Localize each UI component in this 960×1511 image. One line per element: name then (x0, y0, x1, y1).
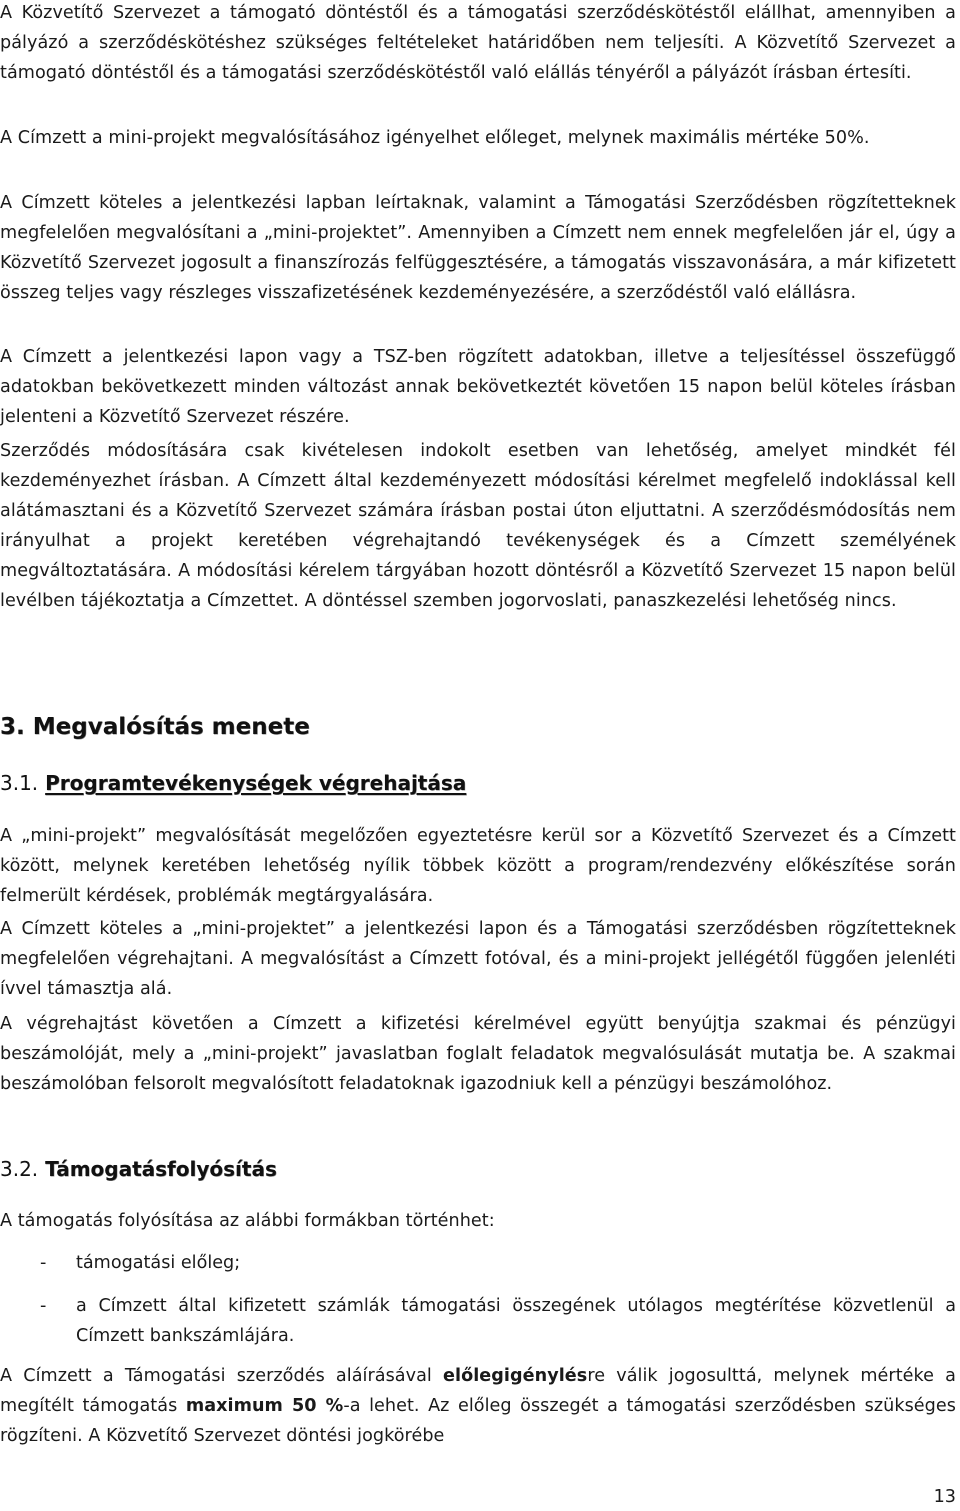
section-heading-3-1 (0, 768, 466, 798)
list-item (0, 1291, 956, 1351)
bold-term-advance-request: előlegigénylés (443, 1366, 588, 1386)
section-number: 3.1. (0, 771, 39, 795)
paragraph-withdrawal: A Közvetítő Szervezet a támogató döntéstől és a támogatási szerződéskötéstől elállhat, amennyiben a pályázó a szerződéskötéshez szükséges feltételeket határidőben nem teljesíti. A Közvetítő Szervezet a támogató döntéstől és a támogatási szerződéskötéstől való elállás tényéről a pályázót írásban értesíti. (0, 3, 956, 83)
text-run: A Címzett a Támogatási szerződés aláírásával (0, 1366, 444, 1386)
paragraph-changes: A Címzett a jelentkezési lapon vagy a TSZ-ben rögzített adatokban, illetve a teljesítéssel összefüggő adatokban bekövetkezett minden változást annak bekövetkeztét követően 15 napon belül köteles írásban jelenteni a Közvetítő Szervezet részére. (0, 347, 956, 427)
paragraph-advance-eligibility (0, 1361, 956, 1451)
list-item-text: támogatási előleg; (76, 1253, 241, 1273)
paragraph-advance: A Címzett a mini-projekt megvalósításához igényelhet előleget, melynek maximális mértéke 50%. (0, 128, 870, 148)
section-title: Programtevékenységek végrehajtása (45, 771, 467, 795)
list-item (0, 1248, 956, 1278)
list-dash: - (40, 1253, 47, 1273)
paragraph-contract-modification: Szerződés módosítására csak kivételesen indokolt esetben van lehetőség, amelyet mindkét fél kezdeményezhet írásban. A Címzett által kezdeményezett módosítási kérelmet megfelelő indoklással kell alátámasztani és a Közvetítő Szervezet számára írásban postai úton eljuttatni. A szerződésmódosítás nem irányulhat a projekt keretében végrehajtandó tevékenységek és a Címzett személyének megváltoztatására. A módosítási kérelem tárgyában hozott döntésről a Közvetítő Szervezet 15 napon belül levélben tájékoztatja a Címzettet. A döntéssel szemben jogorvoslati, panaszkezelési lehetőség nincs. (0, 441, 956, 611)
page-number: 13 (933, 1487, 956, 1507)
paragraph-execution: A Címzett köteles a „mini-projektet” a jelentkezési lapon és a Támogatási szerződésben rögzítetteknek megfelelően végrehajtani. A megvalósítást a Címzett fotóval, és a mini-projekt jellégétől függően jelenléti ívvel támasztja alá. (0, 919, 956, 999)
section-number: 3.2. (0, 1157, 39, 1181)
paragraph-reporting: A végrehajtást követően a Címzett a kifizetési kérelmével együtt benyújtja szakmai és pénzügyi beszámolóját, mely a „mini-projekt” javaslatban foglalt feladatok megvalósulását mutatja be. A szakmai beszámolóban felsorolt megvalósított feladatoknak igazodniuk kell a pénzügyi beszámolóhoz. (0, 1014, 956, 1094)
section-heading-3: 3. Megvalósítás menete (0, 714, 310, 740)
list-item-text: a Címzett által kifizetett számlák támogatási összegének utólagos megtérítése közvetlenül a Címzett bankszámlájára. (76, 1296, 956, 1346)
text-run: -a lehet. Az előleg összegét a támogatási szerződésben szükséges rögzíteni. A Közvetítő Szervezet döntési jogkörébe (0, 1396, 956, 1446)
list-dash: - (40, 1296, 47, 1316)
bold-term-maximum: maximum 50 % (185, 1396, 344, 1416)
paragraph-coordination: A „mini-projekt” megvalósítását megelőzően egyeztetésre kerül sor a Közvetítő Szervezet és a Címzett között, melynek keretében lehetőség nyílik többek között a program/rendezvény előkészítése során felmerült kérdések, problémák megtárgyalására. (0, 826, 956, 906)
text-run: re válik jogosulttá, melynek mértéke a megítélt támogatás (0, 1366, 956, 1416)
paragraph-payment-forms: A támogatás folyósítása az alábbi formákban történhet: (0, 1211, 495, 1231)
section-title: Támogatásfolyósítás (45, 1157, 277, 1181)
paragraph-obligations: A Címzett köteles a jelentkezési lapban leírtaknak, valamint a Támogatási Szerződésben rögzítetteknek megfelelően megvalósítani a „mini-projektet”. Amennyiben a Címzett nem ennek megfelelően jár el, úgy a Közvetítő Szervezet jogosult a finanszírozás felfüggesztésére, a támogatás visszavonására, a már kifizetett összeg teljes vagy részleges visszafizetésének kezdeményezésére, a szerződéstől való elállásra. (0, 193, 956, 303)
section-heading-3-2 (0, 1154, 277, 1184)
